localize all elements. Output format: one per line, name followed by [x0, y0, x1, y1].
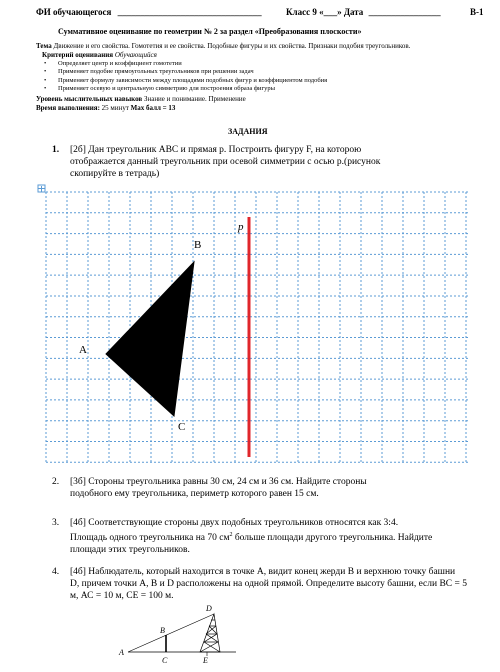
date-blank[interactable]: ________________ — [368, 7, 441, 17]
task-2-line1: [3б] Стороны треугольника равны 30 см, 24 см и 36 см. Найдите стороны — [70, 477, 367, 487]
task-1-line1: [2б] Дан треугольник АВС и прямая р. Построить фигуру F, на которою — [70, 145, 362, 155]
criteria-item: • Применяет осевую и центральную симметрию для построения образа фигуры — [36, 85, 327, 93]
level-text: Знание и понимание. Применение — [143, 95, 246, 103]
task-2 — [52, 476, 367, 500]
time-text: 25 минут — [101, 104, 129, 112]
criteria-item: • Применяет формулу зависимости между площадями подобных фигур и коэффициентом подобия — [36, 77, 327, 85]
page-title: Суммативное оценивание по геометрии № 2 за раздел «Преобразования плоскости» — [58, 27, 362, 36]
criteria-label: Критерий оценивания — [42, 51, 114, 59]
tasks-heading: ЗАДАНИЯ — [228, 127, 268, 136]
task-4-line2: D, причем точки А, В и D расположены на одной прямой. Определите высоту башни, если ВС = 5 — [70, 579, 467, 589]
figure-2-tower — [116, 600, 236, 672]
student-name-blank[interactable]: ________________________________ — [117, 7, 262, 17]
criteria-item: • Применяет подобие прямоугольных треугольников при решении задач — [36, 68, 327, 76]
criteria-sub: Обучающийся — [114, 51, 157, 59]
task-3-number: 3. — [52, 518, 60, 528]
label-b: B — [194, 239, 202, 251]
label-p: p — [238, 221, 244, 233]
class-date-field[interactable] — [286, 7, 441, 17]
student-name-label: ФИ обучающегося — [36, 7, 112, 17]
figure-1-grid — [36, 182, 476, 472]
triangle-abc — [106, 262, 194, 416]
fig2-label-a: A — [119, 648, 124, 657]
task-1-number: 1. — [52, 145, 60, 155]
task-1-line3: скопируйте в тетрадь) — [70, 169, 160, 179]
topic-line — [36, 42, 410, 50]
task-3-sup: 2 — [229, 532, 233, 538]
fig2-label-d: D — [206, 604, 212, 613]
score-label: Max балл = 13 — [130, 104, 176, 112]
task-2-line2: подобного ему треугольника, периметр которого равен 15 см. — [70, 489, 319, 499]
task-4 — [52, 566, 467, 602]
task-3 — [52, 517, 432, 556]
fig2-label-c: C — [162, 656, 168, 665]
variant-label: В-1 — [470, 7, 484, 17]
criteria-item: • Определяет центр и коэффициент гомотетии — [36, 60, 327, 68]
topic-text: Движение и его свойства. Гомотетия и ее свойства. Подобные фигуры и их свойства. Признаки подобия треугольников. — [53, 42, 411, 50]
task-3-line2-a: Площадь одного треугольника на 70 см — [70, 533, 230, 544]
topic-label: Тема — [36, 42, 52, 50]
task-3-line2-b: больше площади другого треугольника. Найдите — [232, 533, 433, 544]
task-4-line1: [4б] Наблюдатель, который находится в точке А, видит конец жерди В и верхнюю точку башни — [70, 567, 456, 577]
label-a: A — [79, 344, 87, 356]
time-line — [36, 104, 175, 112]
criteria-list — [36, 60, 327, 93]
task-1 — [52, 144, 380, 180]
task-4-line3: м, АС = 10 м, СЕ = 100 м. — [70, 591, 174, 601]
task-3-line1: [4б] Соответствующие стороны двух подобных треугольников относятся как 3:4. — [70, 518, 399, 528]
fig2-label-e: E — [203, 656, 208, 665]
task-4-number: 4. — [52, 567, 60, 577]
task-3-line2 — [52, 529, 432, 544]
tower-icon — [200, 614, 220, 652]
level-label: Уровень мыслительных навыков — [36, 95, 143, 103]
task-3-line3: площади этих треугольников. — [70, 545, 190, 556]
task-1-line2: отображается данный треугольник при осевой симметрии с осью р.(рисунок — [70, 157, 381, 167]
grid-lines — [46, 192, 468, 464]
task-2-number: 2. — [52, 477, 60, 487]
thinking-level-line — [36, 95, 246, 103]
fig2-label-b: B — [160, 626, 165, 635]
label-c: C — [178, 421, 186, 433]
criteria-heading — [42, 51, 157, 59]
time-label: Время выполнения: — [36, 104, 100, 112]
class-date-text: Класс 9 «___» Дата — [286, 7, 364, 17]
header-row — [36, 7, 262, 17]
